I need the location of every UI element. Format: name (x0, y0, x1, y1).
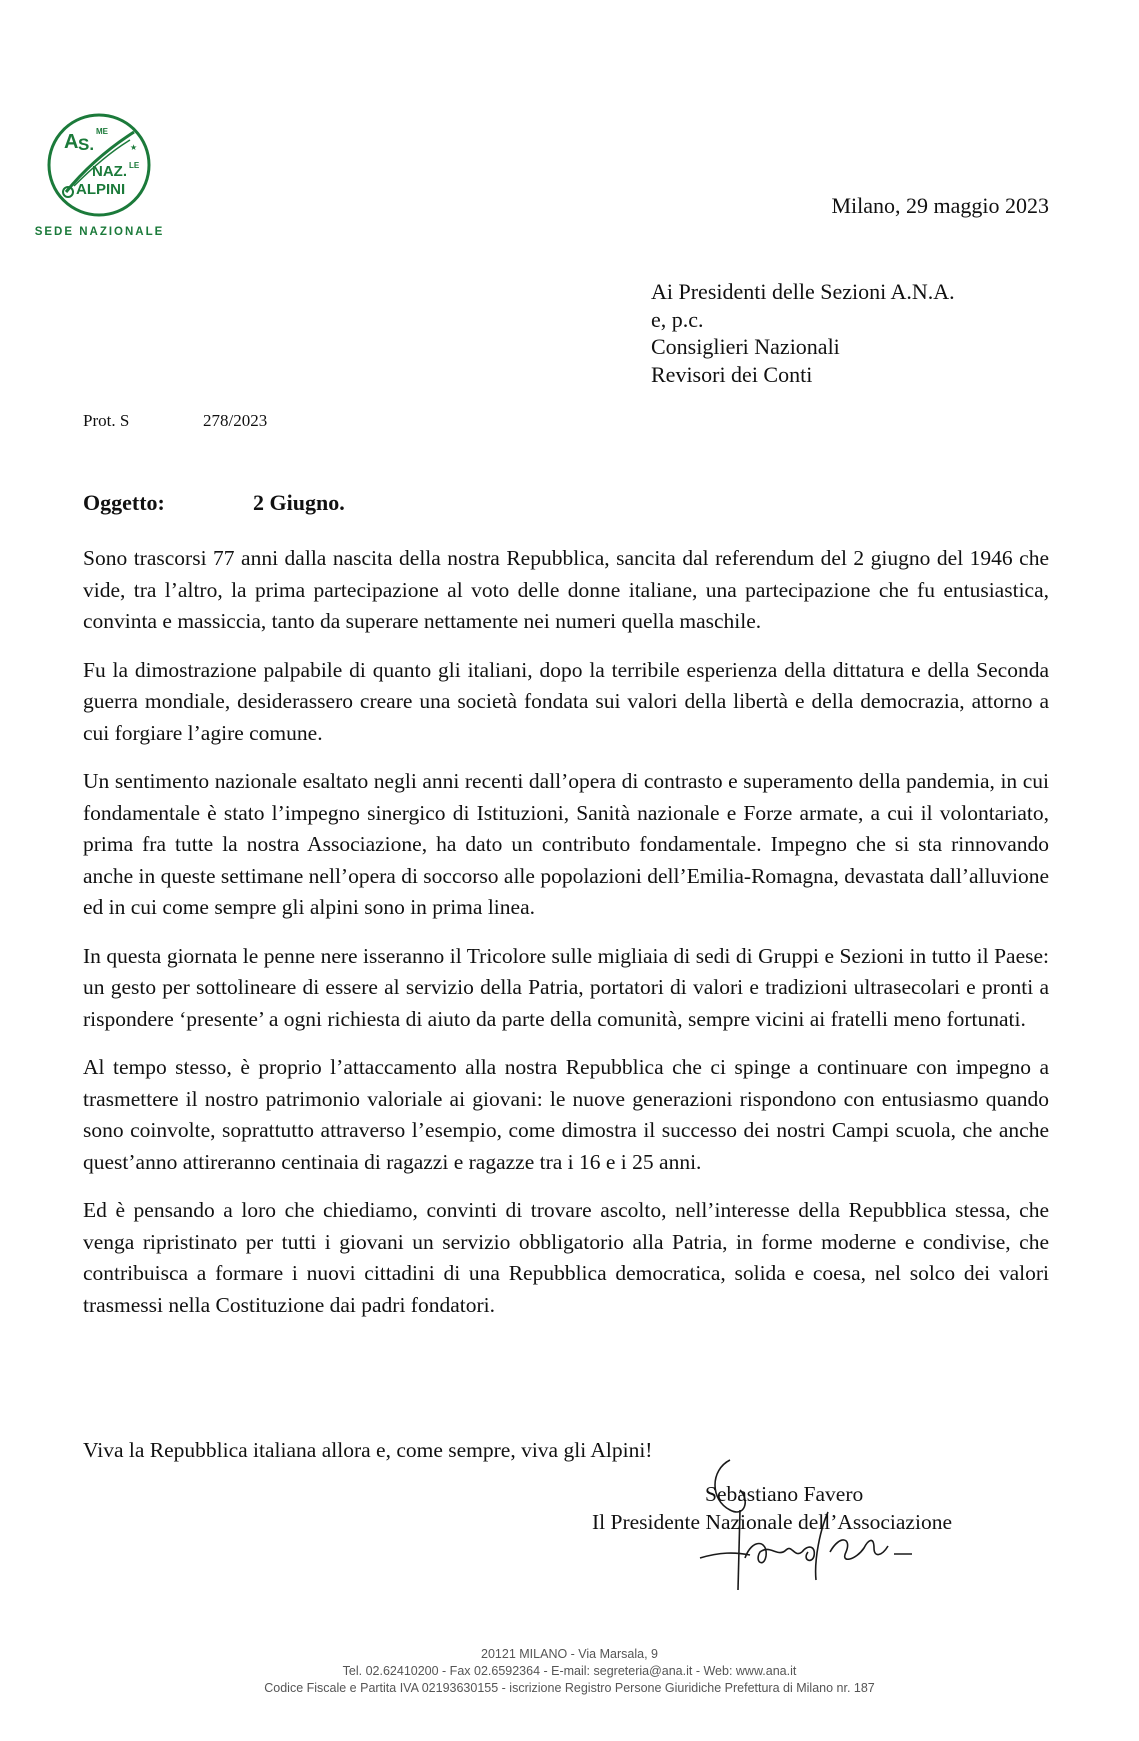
recipient-line: Revisori dei Conti (651, 361, 813, 387)
subject-label: Oggetto: (83, 490, 165, 515)
body-paragraph: Al tempo stesso, è proprio l’attaccamento alla nostra Repubblica che ci spinge a continuare con impegno a trasmettere il nostro patrimonio valoriale ai giovani: le nuove generazioni rispondono con entusiasmo quando sono coinvolte, soprattutto attraverso l’esempio, come dimostra il successo dei nostri Campi scuola, che anche quest’anno attireranno centinaia di ragazzi e ragazze tra i 16 e i 25 anni. (83, 1055, 1049, 1174)
closing-line: Viva la Repubblica italiana allora e, come sempre, viva gli Alpini! (83, 1438, 653, 1462)
footer-contacts: Tel. 02.62410200 - Fax 02.6592364 - E-mail: segreteria@ana.it - Web: www.ana.it (342, 1664, 797, 1678)
recipient-line: Consiglieri Nazionali (651, 334, 840, 359)
protocol-label: Prot. S (83, 411, 130, 430)
signatory-title: Il Presidente Nazionale dell’Associazione (592, 1510, 952, 1534)
logo-letter-me: ME (96, 127, 108, 136)
logo-letter-s: S. (78, 135, 95, 154)
protocol-number: 278/2023 (203, 411, 268, 430)
letterhead-caption: SEDE NAZIONALE (34, 226, 165, 238)
logo-naz: NAZ. (92, 163, 127, 180)
footer-address: 20121 MILANO - Via Marsala, 9 (481, 1647, 658, 1661)
recipient-line: Ai Presidenti delle Sezioni A.N.A. (651, 279, 955, 304)
letter-date: Milano, 29 maggio 2023 (831, 193, 1049, 218)
body-paragraph: Un sentimento nazionale esaltato negli anni recenti dall’opera di contrasto e superamento della pandemia, in cui fondamentale è stato l’impegno sinergico di Istituzioni, Sanità nazionale e Forze armate, a cui il volontariato, prima fra tutte la nostra Associazione, ha dato un contributo fondamentale. Impegno che si sta rinnovando anche in queste settimane nell’opera di soccorso alle popolazioni dell’Emilia-Romagna, devastata dall’alluvione ed in cui come sempre gli alpini sono in prima linea. (83, 769, 1049, 919)
body-paragraph: Ed è pensando a loro che chiediamo, convinti di trovare ascolto, nell’interesse della Repubblica stessa, che venga ripristinato per tutti i giovani un servizio obbligatorio alla Patria, in forme moderne e condivise, che contribuisca a formare i nuovi cittadini di una Repubblica democratica, solida e coesa, nel solco dei valori trasmessi nella Costituzione dai padri fondatori. (83, 1198, 1049, 1317)
ana-logo (44, 110, 154, 220)
recipients-block (651, 278, 955, 388)
letter-footer (0, 1646, 1139, 1697)
subject-value: 2 Giugno. (253, 490, 345, 515)
footer-registration: Codice Fiscale e Partita IVA 02193630155 - iscrizione Registro Persone Giuridiche Prefettura di Milano nr. 187 (264, 1681, 875, 1695)
logo-letter-a: A (64, 131, 79, 153)
body-paragraph: Sono trascorsi 77 anni dalla nascita della nostra Repubblica, sancita dal referendum del 2 giugno del 1946 che vide, tra l’altro, la prima partecipazione al voto delle donne italiane, una partecipazione che fu entusiastica, convinta e massiccia, tanto da superare nettamente nei numeri quella maschile. (83, 546, 1049, 633)
logo-alpini: ALPINI (76, 181, 126, 198)
svg-text:★: ★ (130, 143, 138, 152)
letter-body (83, 543, 1049, 1338)
recipient-line: e, p.c. (651, 306, 704, 332)
signatory-name: Sebastiano Favero (705, 1482, 864, 1506)
body-paragraph: In questa giornata le penne nere isseranno il Tricolore sulle migliaia di sedi di Gruppi e Sezioni in tutto il Paese: un gesto per sottolineare di essere al servizio della Patria, portatori di valori e tradizioni ultrasecolari e pronti a rispondere ‘presente’ a ogni richiesta di aiuto da parte della comunità, sempre vicini ai fratelli meno fortunati. (83, 943, 1049, 1031)
logo-le: LE (129, 161, 140, 170)
body-paragraph: Fu la dimostrazione palpabile di quanto gli italiani, dopo la terribile esperienza della dittatura e della Seconda guerra mondiale, desiderassero creare una società fondata sui valori della libertà e della democrazia, attorno a cui forgiare l’agire comune. (83, 657, 1049, 745)
